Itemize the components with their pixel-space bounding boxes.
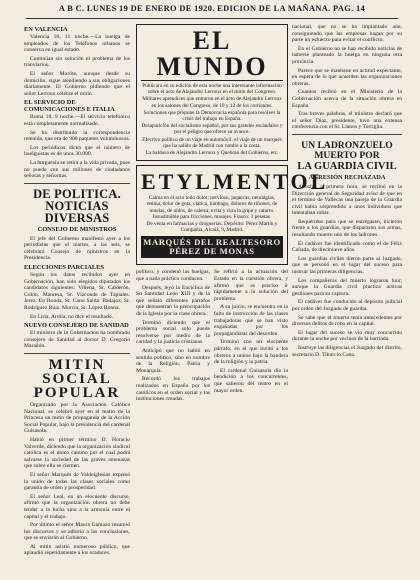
paragraph: Los compañeros del muerto lograron huir, aunque la Guardia civil practica activas gestiones para su captura. bbox=[292, 277, 402, 297]
section-title: EN VALENCIA bbox=[24, 26, 68, 33]
ad-text: Desaparición del socialismo español, por sus grandes escándalos y por el peligro que ofrece su avance. bbox=[141, 123, 283, 136]
headline: MITIN SOCIAL bbox=[42, 357, 112, 387]
advertisement-el-mundo bbox=[136, 24, 288, 161]
divider bbox=[24, 353, 130, 354]
banner-line: PÉREZ DE MONAS bbox=[169, 246, 255, 257]
paragraph: Cuantos recibió en el Ministerio de la Gobernación acerca de la situación obrera en España. bbox=[292, 89, 402, 109]
paragraph: El lugar del suceso se vio muy concurrido durante la noche por vecinos de la barriada. bbox=[292, 329, 402, 343]
paragraph: Terminó diciendo que el problema social solo puede resolverse por medio de la caridad y la justicia cristianas. bbox=[136, 319, 210, 346]
paragraph: Al mitin asistió numeroso público, que aplaudió repetidamente a los oradores. bbox=[24, 543, 130, 557]
paragraph: El señor Marqués de Valdeiglesias expresó la unión de todas las clases sociales como garantía de orden y prosperidad. bbox=[24, 471, 130, 492]
paragraph: Valencia 18, 11 noche.—La huelga de empleados de los Teléfonos urbanos se conserva en igual estado. bbox=[24, 34, 130, 54]
paragraph: Roma 18, 9 noche.—El servicio telefónico está completamente normalizado. bbox=[24, 114, 130, 127]
ad-title: ETYLMENTOL bbox=[141, 169, 329, 195]
section-title: NUEVO CONSEJERO DE SANIDAD bbox=[24, 322, 129, 330]
paragraph: El ministro de la Gobernación ha nombrado consejero de Sanidad al doctor D. Gregorio Marañón. bbox=[24, 330, 130, 350]
column-left bbox=[24, 24, 130, 566]
paragraph: El jefe del Gobierno manifestó ayer a los periodistas que el martes, a las seis, se celebrará Consejo de ministros en la Presidencia. bbox=[24, 235, 130, 262]
ad-title: EL MUNDO bbox=[141, 28, 283, 81]
subcolumn-left bbox=[136, 269, 210, 404]
headline: MUERTO POR bbox=[314, 149, 380, 161]
ad-text: Calma en el acto todo dolor; nervioso, jaquecas, neuralgias, reúma, dolor de gota, ciática, lumbago, dolores de riñones, de muelas, de oídos, de cabeza; evita y cura la gripe y catarro. Insustituible para fricciones, masajes. Frasco: 3 pesetas. bbox=[146, 195, 278, 220]
ad-text: Militares aprendices que entraron en el acto de Alejandro Lerroux en los salones del Congreso, de 10 y 12 de los corrientes. bbox=[142, 96, 282, 109]
paragraph: En el Gobierno no se han recibido noticias de haberse planteado la huelga en ninguna otra provincia. bbox=[292, 45, 402, 65]
paragraph: En Liria, Ardila, no dice el resultado. bbox=[30, 313, 114, 320]
paragraph: Terminó con un elocuente párrafo, en el que invitó a los obreros a unirse bajo la bandera de la religión y la patria. bbox=[214, 339, 288, 366]
paragraph: Anticipó que no habló en sentido político, sino en nombre de la Religión, Patria y Monarquía. bbox=[136, 347, 210, 374]
subheadline: CONSEJO DE MINISTROS bbox=[37, 225, 117, 233]
masthead: A B C. LUNES 19 DE ENERO DE 1920. EDICION DE LA MAÑANA. PAG. 14 bbox=[26, 4, 398, 19]
column-middle bbox=[136, 24, 329, 566]
paragraph: Instruye las diligencias el Juzgado del distrito, secretario D. Tiburcio Cano. bbox=[292, 344, 402, 358]
paragraph: Recordó los trabajos realizados en España por los católicos en el orden social y las instituciones creadas. bbox=[136, 376, 210, 403]
section-title: ELECCIONES PARCIALES bbox=[24, 264, 104, 272]
banner-line: MARQUÉS DEL REALTESORO bbox=[143, 237, 281, 248]
section-title: EL SERVICIO DE COMUNICACIONES E ITALIA bbox=[24, 99, 115, 114]
paragraph: A su juicio, se encuentra en la falta de instrucción de las clases trabajadoras que se han visto engañadas por los propagandistas del desorden. bbox=[214, 304, 288, 337]
ad-text: Soluciones que propone la Democracia española para resolver la crisis del trabajo en España. bbox=[143, 109, 281, 123]
headline: LA GUARDIA CIVIL bbox=[297, 160, 397, 172]
paragraph: Se ha distribuido la correspondencia retenida, que era de 900 paquetes voluminosos. bbox=[24, 129, 130, 143]
paragraph: Los periódicos dicen que el número de huelguistas es de unos 30.000. bbox=[24, 144, 130, 158]
subheadline: AGRESIÓN RECHAZADA bbox=[308, 173, 386, 181]
paragraph: Después, leyó la Encíclica de Su Santidad León XIII y de la que señaló diferentes párrafos que demuestran la preocupación de la Iglesia por la clase obrera. bbox=[136, 284, 210, 318]
paragraph: El cadáver fue conducido al depósito judicial por orden del Juzgado de guardia. bbox=[292, 299, 402, 312]
paragraph: Requeridos para que se entregasen, hicieron frente a los guardias, que dispararon sus armas, resultando muerto uno de los ladrones. bbox=[292, 218, 402, 239]
paragraph: El cardenal Guisasola dio la bendición a los concurrentes, que salieron del teatro en el mayor orden. bbox=[214, 367, 288, 394]
paragraph: nacional, que no se ha implantado aún, consiguiendo que las empresas hagan por su parte un esfuerzo para evitar el conflicto. bbox=[292, 24, 402, 44]
advertisement-banner bbox=[141, 236, 283, 258]
paragraph: Se refirió a la actuación del Estado en la cuestión obrera, y afirmó que es preciso ir rápidamente a la solución del problema. bbox=[214, 269, 288, 302]
paragraph: Parece que se mantiene en actitud expectante, en espera de lo que acuerden las organizaciones obreras. bbox=[292, 67, 402, 87]
paragraph: Habló en primer término D. Horacio Valverde, diciendo que la organización sindical católica es el único camino por el cual podrá salvarse la sociedad de las graves amenazas que sobre ella se ciernen. bbox=[24, 436, 130, 470]
ad-text: Efectivo político de un viaje en automóvil: el viaje de un marqués que ha salido de Madrid con rumbo a la costa. bbox=[142, 136, 282, 149]
ad-text: Publicará en su edición de esta noche una interesante información sobre el acto de Alejandro Lerroux en el mitin del Congreso. bbox=[142, 83, 282, 96]
ad-text: De venta en farmacias y droguerías. Depósito: Pérez Martín y Compañía, Alcalá, 9, Madrid. bbox=[146, 221, 278, 234]
paragraph: Según los datos recibidos ayer en Gobernación, han sido elegidos diputados los candidatos siguientes: Villena, Sr. Calderón, Colón. Manresa, Sr. Vizconde de Tapiales. Jerez. En Ronda, Sr. Cano Saida. Badajoz, Sr. Rodríguez Ruiz. Murcia, Sr. López Bonna. bbox=[24, 272, 130, 312]
paragraph: El cadáver fue identificado como el de Félix Cañada, de diecinueve años. bbox=[292, 240, 402, 254]
article-continuation bbox=[136, 269, 288, 404]
headline: DE POLITICA. bbox=[33, 186, 121, 201]
paragraph: Por último el señor Maura Gamazo resumió los discursos y se adhirió a las conclusiones, que se enviarán al Gobierno. bbox=[24, 522, 130, 542]
advertisement-etylmentol bbox=[136, 165, 329, 265]
paragraph: Los guardias civiles dieron parte al Juzgado, que se personó en el lugar del suceso para instruir las primeras diligencias. bbox=[292, 255, 402, 276]
paragraph: Continúan sin solución el problema de los tranviarios. bbox=[24, 55, 130, 69]
subcolumn-right bbox=[214, 269, 288, 404]
paragraph: político, y condenó las huelgas, que a nada práctico conducen. bbox=[136, 269, 210, 283]
headline: POPULAR bbox=[33, 385, 121, 401]
headline: NOTICIAS DIVERSAS bbox=[44, 198, 110, 225]
paragraph: La burguesía se retira a la vida privada, pues no puede con sus millones de ciudadanos señoras y señoritas. bbox=[24, 159, 130, 180]
divider bbox=[24, 183, 130, 184]
paragraph: Anoche, a primera hora, se recibió en la Dirección general de Seguridad aviso de que en el término de Vallecas una pareja de la Guardia civil había sorprendido a unos individuos que intentaban robar. bbox=[292, 183, 402, 217]
paragraph: Organizado por la Asociación Católica Nacional, se celebró ayer en el teatro de la Princesa un mitin de propaganda de la Acción Social Popular, bajo la presidencia del cardenal Guisasola. bbox=[24, 402, 130, 435]
headline: UN LADRONZUELO bbox=[301, 139, 393, 151]
divider bbox=[292, 134, 402, 135]
paragraph: Tras breves palabras, el ministro declaró que el señor Díaz, presidente, tuvo una extensa conferencia con el Sr. Llanos y Torriglia. bbox=[292, 111, 402, 131]
paragraph: El señor Leal, en un elocuente discurso, afirmó que la organización obrera no debe tender a la lucha sino a la armonía entre el capital y el trabajo. bbox=[24, 493, 130, 520]
ad-text: La baldosa de Alejandro Lerroux y Quebran del Gobierno, etc. bbox=[145, 150, 279, 157]
paragraph: Se sabe que el muerto tenía antecedentes por diversos delitos de robo en la capital. bbox=[292, 314, 402, 328]
paragraph: El señor Moróte, aunque desde su domicilio, sigue atendiendo a sus obligaciones diariamente. El Gobierno pidiendo que el señor Lerroux celebre el mitin. bbox=[24, 70, 130, 97]
column-right bbox=[292, 24, 402, 566]
